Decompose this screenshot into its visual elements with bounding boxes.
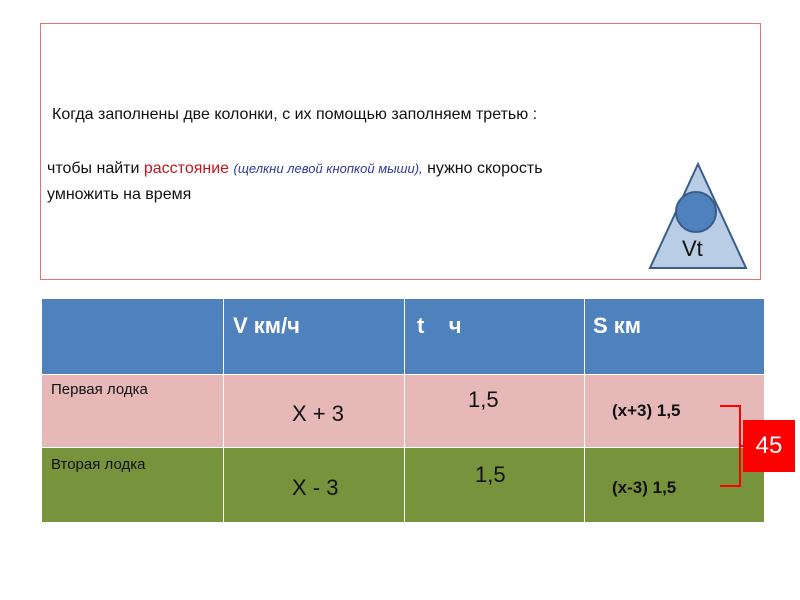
row-divider [42, 447, 764, 448]
formula-label: Vt [682, 236, 703, 261]
answer-badge[interactable]: 45 [743, 420, 795, 472]
cell-time-first: 1,5 [468, 387, 499, 412]
cell-speed-first: Х + 3 [292, 401, 344, 426]
cell-distance-first: (х+3) 1,5 [612, 401, 681, 420]
column-divider [404, 299, 405, 522]
distance-word[interactable]: расстояние [143, 160, 230, 177]
instruction-text: чтобы найти [47, 160, 144, 177]
column-divider [584, 299, 585, 522]
instruction-line-1: Когда заполнены две колонки, с их помощью заполняем третью : [52, 106, 538, 123]
cell-distance-second: (х-3) 1,5 [612, 478, 677, 497]
instruction-text-end: нужно скорость [422, 160, 543, 177]
circle-icon [676, 192, 716, 232]
cell-time-second: 1,5 [475, 462, 506, 487]
header-speed: V км/ч [233, 313, 300, 338]
click-hint: (щелкни левой кнопкой мыши), [233, 161, 423, 176]
table-header-row [42, 299, 764, 374]
column-divider [223, 299, 224, 522]
row-label-first: Первая лодка [51, 381, 148, 398]
row-label-second: Вторая лодка [51, 456, 146, 473]
instruction-line-2 [47, 160, 543, 178]
header-distance: S км [593, 313, 642, 338]
cell-speed-second: Х - 3 [292, 475, 339, 500]
boat-table [42, 299, 764, 522]
instruction-line-3: умножить на время [47, 186, 192, 203]
header-time: t ч [417, 313, 462, 338]
row-divider [42, 374, 764, 375]
